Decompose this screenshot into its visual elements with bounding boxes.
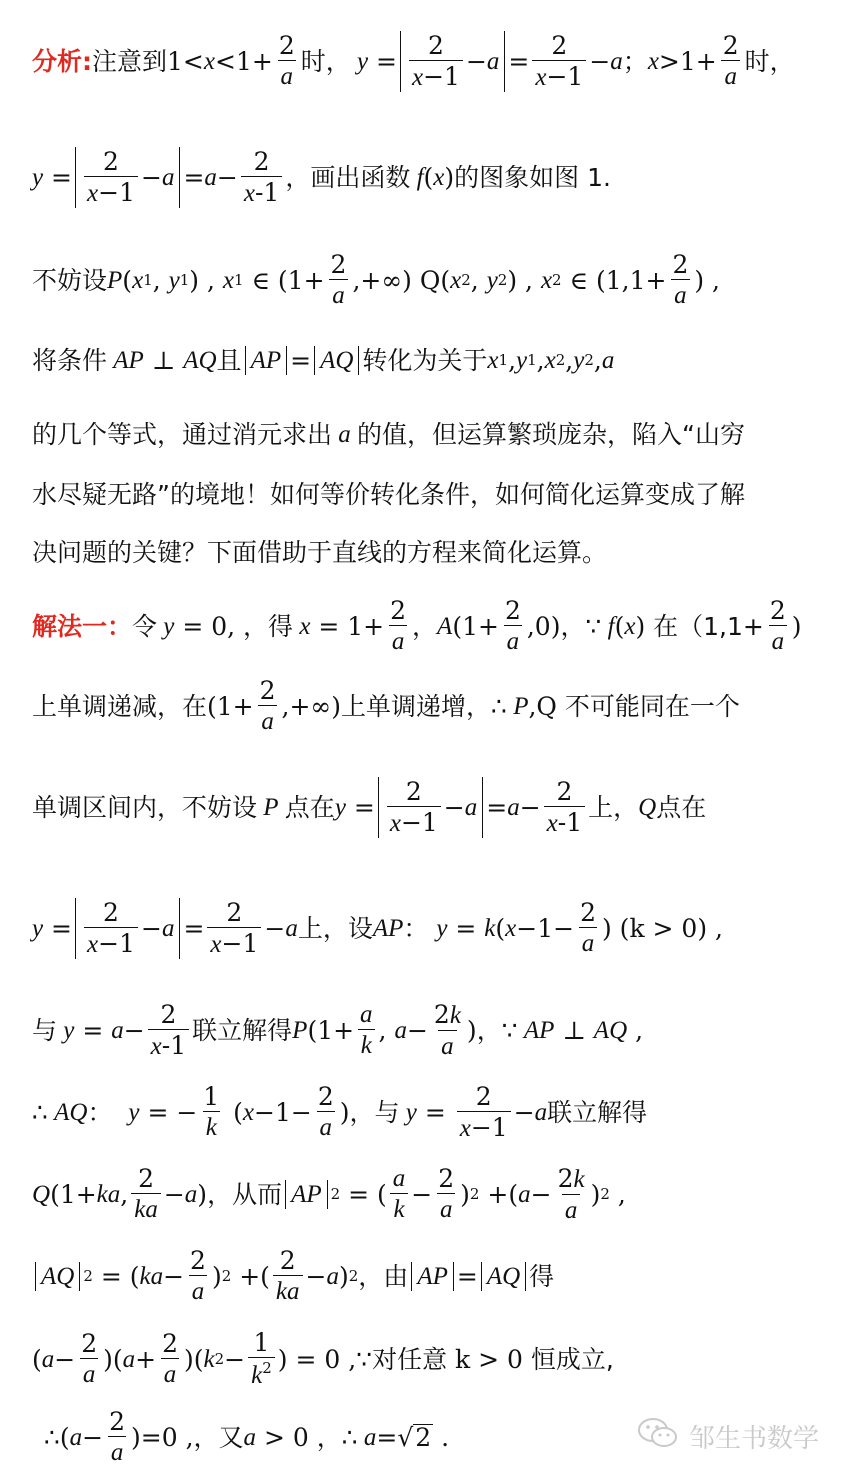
line-13: ∴ AQ ： y = − $\frac{1}{k}$ ( x −1− $\frac{2}{a}$ ) ，与 y = $\frac{2}{x-1}$ − a 联立解得: [32, 1081, 648, 1142]
line-10: 单调区间内，不妨设 P 点在 y = $\frac{2}{x-1}$ − a = a − $\frac{2}{x-1}$ 上， Q 点在: [32, 776, 707, 837]
analysis-label: 分析: [32, 46, 83, 76]
line-5: 的几个等式，通过消元求出 a 的值，但运算繁琐庞杂，陷入“山穷: [32, 419, 745, 449]
line-12: 与 y = a − $\frac{2}{x-1}$ 联立解得 P (1+ $\frac{a}{k}$ , a − $\frac{2k}{a}$ ) ，∵ AP ⊥ AQ ,: [32, 999, 644, 1060]
watermark-text: 邹生书数学: [688, 1424, 819, 1454]
line-16: ( a − $\frac{2}{a}$ )( a + $\frac{2}{a}$ )( k 2 − $\frac{1}{k^2}$ ) = 0 , ∵对任意 k > 0 恒成立,: [32, 1328, 614, 1389]
line-2: y = $\frac{2}{x-1}$ − a = a − $\frac{2}{x-1}$ ，画出函数 f ( x ) 的图象如图 1.: [32, 147, 611, 207]
line-9: 上单调递减，在 (1+ $\frac{2}{a}$ ,+∞) 上单调递增，∴ P ,Q 不可能同在一个: [32, 676, 740, 735]
line-6: 水尽疑无路”的境地！如何等价转化条件，如何简化运算变成了解: [32, 479, 745, 509]
line-8: 解法一 ： 令 y = 0, ，得 x = 1+ $\frac{2}{a}$ ， A (1+ $\frac{2}{a}$ ,0) ，∵ f ( x ) 在（1,1+ $\frac{2}{a}$ ): [32, 596, 802, 655]
wechat-icon: [637, 1416, 689, 1457]
line-1: 分析 : 注意到 1< x <1+ $\frac{2}{a}$ 时， y = $\frac{2}{x-1}$ − a = $\frac{2}{x-1}$ − a ； x >1+ $\frac{2}{a}$ 时，: [32, 30, 795, 91]
line-14: Q (1+ ka , $\frac{2}{ka}$ − a ) ，从而 AP 2 = ( $\frac{a}{k}$ − $\frac{2}{a}$ ) 2 +( a − $\frac{2k}{a}$ ) 2 ,: [32, 1163, 626, 1224]
line-4: 将条件 AP ⊥ AQ 且 AP = AQ 转化为关于 x 1 , y 1 , x 2 , y 2 , a: [32, 345, 615, 375]
watermark: [637, 1416, 819, 1457]
line-11: y = $\frac{2}{x-1}$ − a = $\frac{2}{x-1}$ − a 上，设 AP ： y = k ( x −1− $\frac{2}{a}$ ) (k > 0) ,: [32, 897, 723, 958]
method-one-label: 解法一: [32, 611, 108, 641]
line-15: AQ 2 = ( ka − $\frac{2}{a}$ ) 2 +( $\frac{2}{ka}$ − a ) 2 ，由 AP = AQ 得: [32, 1240, 554, 1312]
line-3: 不妨设 P ( x 1 , y 1 ) , x 1 ∈ (1+ $\frac{2}{a}$ ,+∞) Q( x 2 , y 2 ) , x 2 ∈ (1,1+ $\frac{2}{a}$ ) ,: [32, 250, 721, 309]
line-7: 决问题的关键？下面借助于直线的方程来简化运算。: [32, 537, 608, 567]
line-17: ∴ ( a − $\frac{2}{a}$ )=0 , ，又 a > 0 ，∴ a =√ 2 .: [44, 1407, 450, 1466]
